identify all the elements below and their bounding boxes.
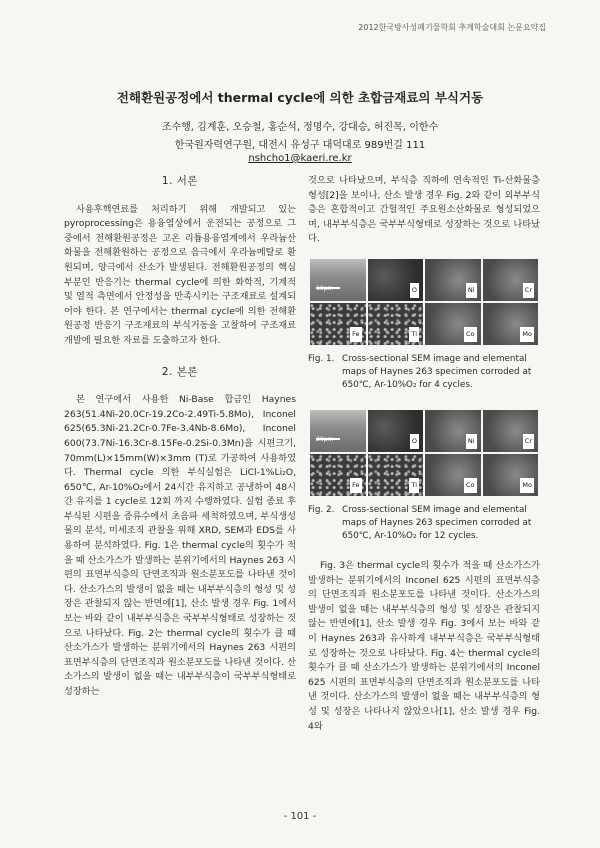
element-map-ni: Ni <box>425 259 481 301</box>
left-column <box>64 174 296 700</box>
figure-1-number: Fig. 1. <box>308 353 335 364</box>
figure-2-caption <box>308 504 540 543</box>
scale-label: 20μm <box>316 436 334 444</box>
element-map-o: O <box>368 410 424 452</box>
sem-image <box>310 410 366 452</box>
figure-2-number: Fig. 2. <box>308 504 335 515</box>
running-head: 2012한국방사성폐기물학회 추계학술대회 논문요약집 <box>358 23 546 32</box>
element-map-ni: Ni <box>425 410 481 452</box>
paper-title: 전해환원공정에서 thermal cycle에 의한 초합금재료의 부식거동 <box>116 90 484 105</box>
scale-label: 10μm <box>316 285 334 293</box>
element-map-co: Co <box>425 454 481 496</box>
element-map-cr: Cr <box>483 410 539 452</box>
author-email: nshcho1@kaeri.re.kr <box>248 153 352 164</box>
element-map-fe: Fe <box>310 303 366 345</box>
figure-1-image-grid <box>310 259 538 345</box>
page-number: - 101 - <box>283 811 317 822</box>
body-paragraph-right-top: 것으로 나타났으며, 부식층 직하에 연속적인 Ti-산화물층 형성[2]을 보이나, 산소 발생 경우 Fig. 2와 같이 외부부식층은 혼합적이고 간헐적인 주요원소산화물로 형성되었으며, 내부부식층은 국부부식형태로 성장하는 것으로 나타났다. <box>308 175 540 245</box>
body-paragraph-right-bottom: Fig. 3은 thermal cycle의 횟수가 적을 때 산소가스가 발생하는 분위기에서의 Inconel 625 시편의 표면부식층의 단면조직과 원소분포도를 나타낸 것이다. 산소가스의 발생이 없을 때는 내부부식층의 형성 및 성장은 관찰되지 않는 반면에[1], 산소 발생 경우 Fig. 3에서 보는 바와 같이 Haynes 263과 유사하게 내부부식층은 국부부식형태로 성장하는 것으로 나타났다. Fig. 4는 thermal cycle의 횟수가 클 때 산소가스가 발생하는 분위기에서의 Inconel 625 시편의 표면부식층의 단면조직과 원소분포도를 나타낸 것이다. 산소가스의 발생이 없을 때는 내부부식층의 형성 및 성장은 나타나지 않았으나[1], 산소 발생 경우 Fig. 4와 <box>308 559 540 732</box>
element-map-ti: Ti <box>368 303 424 345</box>
element-map-co: Co <box>425 303 481 345</box>
section-title-body: 2. 본론 <box>161 365 199 378</box>
figure-1-caption <box>308 353 540 392</box>
figure-2-image-grid <box>310 410 538 496</box>
author-list: 조수행, 김계훈, 오승철, 홍순석, 정명수, 강대승, 허진목, 이한수 <box>161 122 439 133</box>
section-title-intro: 1. 서론 <box>161 175 199 187</box>
right-column <box>308 174 540 734</box>
element-map-o: O <box>368 259 424 301</box>
figure-2-caption-text: Cross-sectional SEM image and elemental maps of Haynes 263 specimen corroded at 650℃, Ar-10%O₂ for 12 cycles. <box>342 504 532 541</box>
element-map-mo: Mo <box>483 303 539 345</box>
affiliation: 한국원자력연구원, 대전시 유성구 대덕대로 989번길 111 <box>174 140 426 151</box>
body-paragraph-left: 본 연구에서 사용한 Ni-Base 합금인 Haynes 263(51.4Ni-20.0Cr-19.2Co-2.49Ti-5.8Mo), Inconel 625(65.3Ni-21.2Cr-0.7Fe-3.4Nb-8.6Mo), Inconel 600(73.7Ni-16.3Cr-8.15Fe-0.2Si-0.3Mn)을 시편크기, 70mm(L)×15mm(W)×3mm (T)로 가공하여 사용하였다. Thermal cycle 의한 부식실험은 LiCl-1%Li₂O, 650℃, Ar-10%O₂에서 24시간 유지하고 공냉하여 48시간 유지를 1 cycle로 12회 까지 수행하였다. 실험 종료 후 부식된 시편을 증류수에서 초음파 세척하였으며, 부식생성물의 분석, 미세조직 관찰을 위해 XRD, SEM과 EDS를 사용하여 분석하였다. Fig. 1은 thermal cycle의 횟수가 적을 때 산소가스가 발생하는 분위기에서의 Haynes 263 시편의 표면부식층의 단면조직과 원소분포도를 나타낸 것이다. 산소가스의 발생이 없을 때는 내부부식층의 형성 및 성장은 관찰되지 않는 반면에[1], 산소 발생 경우 Fig. 1에서 보는 바와 같이 내부부식층은 국부부식형태로 성장하는 것으로 나타났다. Fig. 2는 thermal cycle의 횟수가 클 때 산소가스가 발생하는 분위기에서의 Haynes 263 시편의 표면부식층의 단면조직과 원소분포도를 나타낸 것이다. 산소가스의 발생이 없을 때는 내부부식층이 국부부식형태로 성장하는 <box>64 394 296 697</box>
element-map-cr: Cr <box>483 259 539 301</box>
figure-1-caption-text: Cross-sectional SEM image and elemental maps of Haynes 263 specimen corroded at 650℃, Ar-10%O₂ for 4 cycles. <box>342 353 532 390</box>
figure-1 <box>308 259 540 392</box>
intro-paragraph: 사용후핵연료를 처리하기 위해 개발되고 있는 pyroprocessing은 용융염상에서 운전되는 공정으로 그 중에서 전해환원공정은 고온 리튬용융염계에서 우라늄산화물을 전해환원하는 공정으로 음극에서 우라늄메탈로 환원되며, 양극에서 산소가 발생된다. 전해환원공정의 핵심부분인 반응기는 thermal cycle에 의한 화학적, 기계적 및 열적 측면에서 안정성을 만족시키는 구조재료로 설계되어야 한다. 본 연구에서는 thermal cycle에 의한 전해환원공정 반응기 구조재료의 부식거동을 고찰하여 구조재료 개발에 필요한 자료를 도출하고자 한다. <box>64 203 296 346</box>
sem-image <box>310 259 366 301</box>
figure-2 <box>308 410 540 543</box>
element-map-fe: Fe <box>310 454 366 496</box>
element-map-mo: Mo <box>483 454 539 496</box>
element-map-ti: Ti <box>368 454 424 496</box>
